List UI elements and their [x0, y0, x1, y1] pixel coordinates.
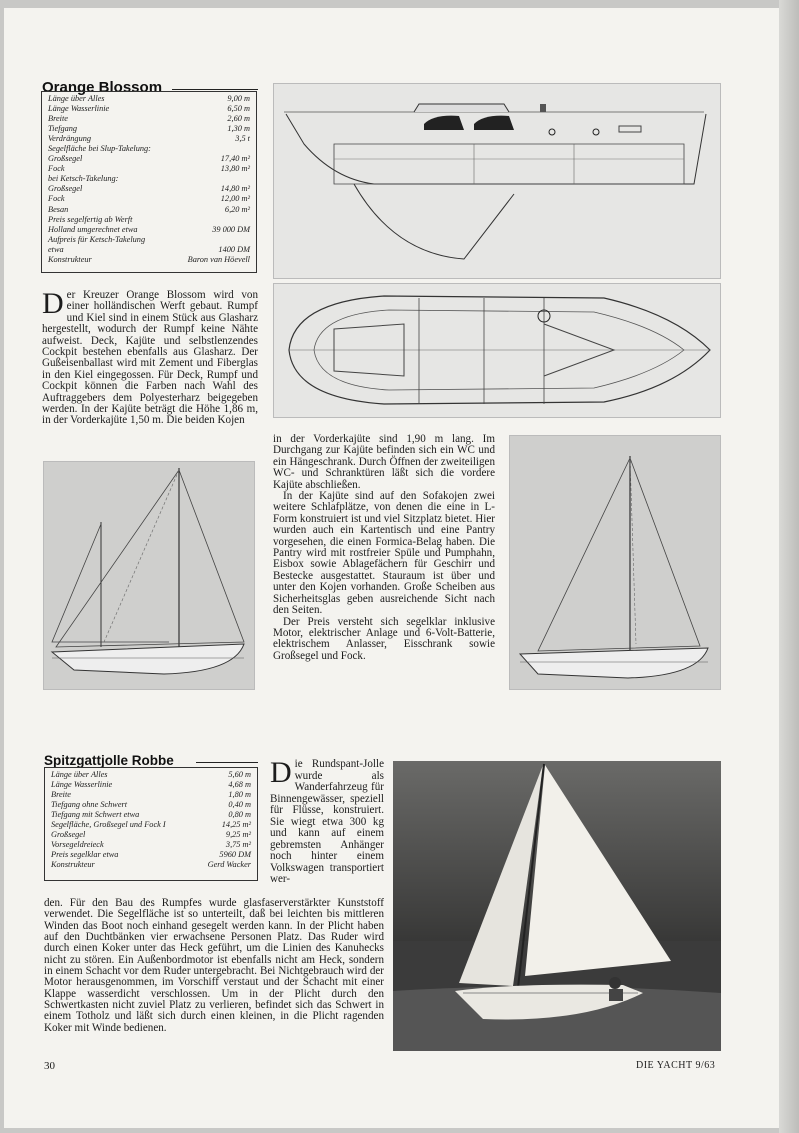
spec-value: 5960 DM: [219, 850, 251, 860]
paragraph: in der Vorderkajüte sind 1,90 m lang. Im Durchgang zur Kajüte befinden sich ein WC und ein Hängeschrank. Durch Öffnen der zweiteiligen WC- und Schranktüren läßt sich die vordere Kajüte abschließen.: [273, 433, 495, 491]
section1-spec-table: [41, 91, 257, 273]
spec-value: 12,00 m²: [220, 194, 250, 204]
section2-body-wide: [44, 898, 384, 1034]
spec-label: Breite: [51, 790, 71, 800]
dropcap: D: [270, 756, 292, 789]
spec-value: 0,40 m: [228, 800, 251, 810]
spec-label: Breite: [48, 114, 68, 124]
spec-value: Baron van Höevell: [187, 254, 250, 264]
spec-value: 39 000 DM: [212, 224, 250, 234]
spec-label: Länge über Alles: [51, 770, 108, 779]
spec-label: Länge über Alles: [48, 94, 105, 103]
spec-row: [51, 790, 251, 800]
spec-label: etwa: [48, 244, 64, 254]
spec-row: [48, 235, 250, 245]
spec-row: [48, 164, 250, 174]
spec-row: [48, 134, 250, 144]
spec-label: Vorsegeldreieck: [51, 840, 104, 850]
spec-label: Tiefgang mit Schwert etwa: [51, 810, 140, 820]
spec-row: [51, 860, 251, 870]
section2-title: Spitzgattjolle Robbe: [44, 753, 174, 768]
spec-row: [48, 205, 250, 215]
spec-value: 14,25 m²: [221, 820, 251, 830]
spec-value: 4,68 m: [228, 780, 251, 790]
spec-value: 5,60 m: [228, 770, 251, 779]
page-number: 30: [44, 1060, 55, 1072]
body-text: den. Für den Bau des Rumpfes wurde glasfaserverstärkter Kunststoff verwendet. Die Segelfläche ist so unterteilt, daß bei leichten bis mittleren Winden das Boot noch einhand gesegelt werden kann. In der Plicht haben auf den Duchtbänken vier erwachsene Personen Platz. Das Ruder wird durch einen Koker unter das Heck geführt, um die Linien des Kanuhecks nicht zu stören. Ein Außenbordmotor ist ebenfalls nicht am Heck, sondern in einem Schacht vor dem Ruder untergebracht. Bei Nichtgebrauch wird der Motor herausgenommen, im Vorschiff verstaut und der Schacht mit einer Klappe wasserdicht verschlossen. Um in der Plicht durch den Schwertkasten nicht zuviel Platz zu verlieren, befindet sich das Schwert in einem Totholz und läßt sich durch einen kleinen, in die Plicht ragenden Koker mit Winde bedienen.: [44, 897, 384, 1034]
spec-label: Preis segelfertig ab Werft: [48, 214, 133, 224]
page-edge: [779, 0, 799, 1133]
spec-row: [51, 830, 251, 840]
spec-label: Tiefgang: [48, 124, 78, 134]
spec-label: Konstrukteur: [51, 860, 95, 870]
section2-body-side: [270, 756, 384, 886]
body-text: er Kreuzer Orange Blossom wird von einer holländischen Werft gebaut. Rumpf und Kiel sind in einem Stück aus Glasharz hergestellt, wodurch der Rumpf keine Nähte aufweist. Deck, Kajüte und selbstlenzendes Cockpit bestehen ebenfalls aus Glasharz. Der Gußeisenballast wird mit Zement und Fiberglas in den Kiel eingegossen. Für Deck, Rumpf und Cockpit können die Farben nach Wahl des Auftraggebers dem Polyesterharz beigegeben werden. In der Kajüte beträgt die Höhe 1,86 m, in der Vorderkajüte 1,50 m. Die beiden Kojen: [42, 289, 258, 427]
spec-label: Großsegel: [51, 830, 86, 840]
spec-label: Großsegel: [48, 184, 83, 194]
paragraph: In der Kajüte sind auf den Sofakojen zwei weitere Schlafplätze, von denen die eine in L-Form konstruiert ist und viel Sitzplatz bietet. Hier wurden auch ein Kartentisch und eine Pantry vorgesehen, die einen Formica-Belag haben. Die Pantry wird mit rostfreier Spüle und Pumphahn, Eisbox sowie Ablagefächern für Geschirr und Bestecke ausgestattet. Stauraum ist über und unter den Kojen vorhanden. Große Scheiben aus Sicherheitsglas geben ausreichende Sicht nach den Seiten.: [273, 490, 495, 617]
spec-label: Fock: [48, 194, 65, 204]
title-rule: [172, 89, 258, 90]
spec-row: [51, 840, 251, 850]
spec-label: Segelfläche bei Slup-Takelung:: [48, 144, 151, 154]
spec-value: 17,40 m²: [220, 154, 250, 164]
spec-row: [51, 820, 251, 830]
dinghy-photo: [393, 761, 721, 1051]
spec-value: 6,20 m²: [224, 204, 250, 214]
deck-plan-drawing: [273, 283, 721, 418]
spec-label: Preis segelklar etwa: [51, 850, 119, 860]
sloop-sail-plan-drawing: [509, 435, 721, 690]
dropcap: D: [42, 287, 64, 320]
spec-label: Länge Wasserlinie: [48, 104, 110, 114]
spec-row: [48, 94, 250, 104]
spec-row: [51, 770, 251, 780]
spec-value: 6,50 m: [227, 104, 250, 114]
paragraph: Der Preis versteht sich segelklar inklusive Motor, elektrischer Anlage und 6-Volt-Batterie, elektrischem Anlasser, Eisschrank sowie Großsegel und Fock.: [273, 615, 495, 662]
spec-label: Aufpreis für Ketsch-Takelung: [48, 234, 146, 244]
spec-row: [48, 255, 250, 265]
spec-label: Besan: [48, 204, 69, 214]
section1-title: Orange Blossom: [42, 79, 163, 96]
spec-value: 2,60 m: [227, 114, 250, 124]
spec-row: [51, 780, 251, 790]
spec-value: 1,80 m: [228, 790, 251, 800]
spec-row: [48, 245, 250, 255]
spec-row: [48, 184, 250, 194]
spec-label: Länge Wasserlinie: [51, 780, 113, 790]
spec-row: [48, 154, 250, 164]
spec-row: [48, 114, 250, 124]
spec-value: 3,75 m²: [225, 840, 251, 850]
sail-plan-profile-drawing: [273, 83, 721, 279]
spec-label: Tiefgang ohne Schwert: [51, 800, 128, 810]
spec-label: Segelfläche, Großsegel und Fock I: [51, 820, 166, 830]
spec-row: [48, 174, 250, 184]
section1-body-col2: [273, 434, 495, 662]
spec-value: Gerd Wacker: [207, 860, 251, 870]
section2-spec-table: [44, 767, 258, 881]
body-text: ie Rundspant-Jolle wurde als Wanderfahrzeug für Binnengewässer, speziell für Flüsse, konstruiert. Sie wiegt etwa 300 kg und kann auf einem gebremsten Anhänger noch hinter einem Volkswagen transportiert wer-: [270, 758, 384, 885]
spec-row: [51, 800, 251, 810]
spec-value: 3,5 t: [235, 134, 250, 144]
spec-row: [48, 104, 250, 114]
spec-row: [51, 850, 251, 860]
spec-row: [48, 124, 250, 134]
spec-row: [48, 194, 250, 204]
spec-label: Fock: [48, 164, 65, 174]
section1-body-col1: [42, 287, 258, 427]
spec-row: [48, 144, 250, 154]
spec-label: Großsegel: [48, 154, 83, 164]
spec-value: 0,80 m: [228, 810, 251, 820]
spec-value: 9,25 m²: [225, 830, 251, 840]
spec-value: 9,00 m: [227, 94, 250, 103]
spec-value: 13,80 m²: [220, 164, 250, 174]
spec-row: [51, 810, 251, 820]
spec-label: Verdrängung: [48, 134, 92, 144]
spec-label: Holland umgerechnet etwa: [48, 224, 138, 234]
spec-value: 1400 DM: [218, 244, 250, 254]
spec-value: 1,30 m: [227, 124, 250, 134]
ketch-sail-plan-drawing: [43, 461, 255, 690]
magazine-issue: DIE YACHT 9/63: [636, 1060, 716, 1071]
spec-value: 14,80 m²: [220, 184, 250, 194]
title-rule: [196, 762, 258, 763]
spec-label: bei Ketsch-Takelung:: [48, 174, 119, 184]
spec-label: Konstrukteur: [48, 254, 92, 264]
spec-row: [48, 215, 250, 225]
spec-row: [48, 225, 250, 235]
